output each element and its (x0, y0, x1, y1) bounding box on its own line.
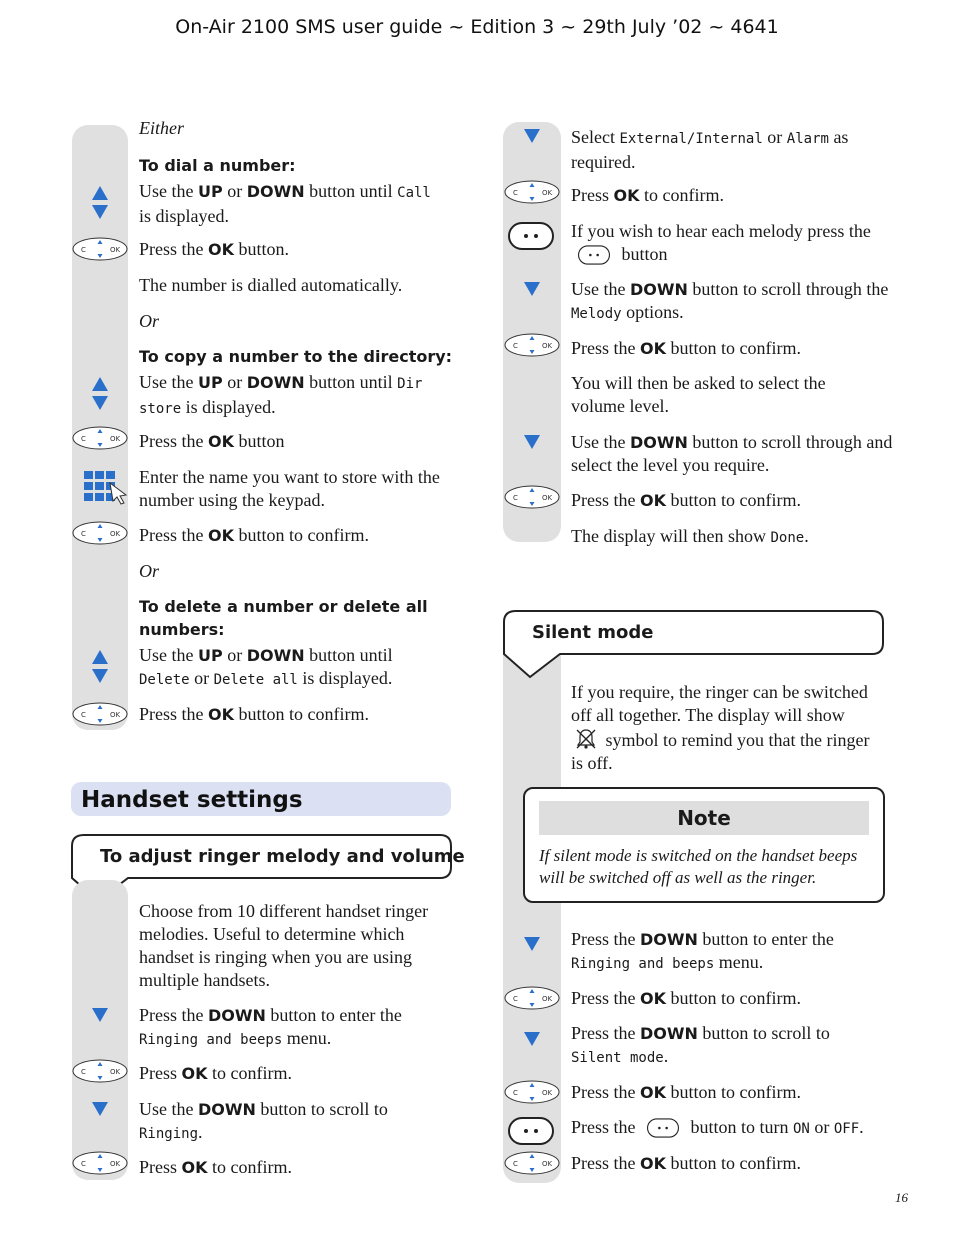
dial-heading: To dial a number: (139, 156, 296, 175)
handset-settings-title: Handset settings (81, 787, 303, 813)
copy-heading: To copy a number to the directory: (139, 347, 453, 366)
enter-name-text: Enter the name you want to store with the number using the keypad. (139, 467, 440, 510)
delete-heading: To delete a number or delete all numbers: (139, 597, 428, 639)
down-arrow-icon (523, 1031, 541, 1047)
ok-button-icon (504, 1080, 560, 1104)
up-arrow-icon (91, 185, 109, 201)
ok-button-icon (72, 237, 128, 261)
silent-step-4: Press the OK button to confirm. (571, 1082, 801, 1102)
either-label: Either (139, 118, 184, 138)
dial-step-2: Press the OK button. (139, 239, 290, 259)
ringer-step-2: Press OK to confirm. (139, 1063, 292, 1083)
delete-step-1: Use the UP or DOWN button until Delete or Delete all is displayed. (139, 645, 393, 688)
page-header: On-Air 2100 SMS user guide ~ Edition 3 ~ 29th July ’02 ~ 4641 (175, 16, 779, 38)
ok-button-icon (504, 986, 560, 1010)
confirm-melody-step: Press the OK button to confirm. (571, 338, 801, 358)
note-text: If silent mode is switched on the handset beeps will be switched off as well as the ringer. (539, 846, 858, 887)
silent-bell-icon (574, 727, 598, 751)
scroll-level-step: Use the DOWN button to scroll through and select the level you require. (571, 432, 893, 475)
silent-heading-box (502, 609, 886, 681)
ok-button-icon (504, 333, 560, 357)
ok-button-icon (504, 1151, 560, 1175)
ok-button-icon (504, 180, 560, 204)
silent-step-5: Press the button to turn ON or OFF. (571, 1117, 864, 1137)
down-arrow-icon (523, 936, 541, 952)
down-arrow-icon (523, 281, 541, 297)
or-label: Or (139, 311, 160, 331)
page-number: 16 (895, 1190, 908, 1205)
down-arrow-icon (523, 434, 541, 450)
menu-button-icon (507, 220, 555, 252)
silent-step-6: Press the OK button to confirm. (571, 1153, 801, 1173)
down-arrow-icon (91, 1007, 109, 1023)
ringer-step-3: Use the DOWN button to scroll to Ringing. (139, 1099, 388, 1142)
silent-intro: If you require, the ringer can be switched off all together. The display will show symbol to remind you that the ringer is off. (571, 682, 870, 773)
ringer-heading: To adjust ringer melody and volume (100, 846, 465, 867)
ok-button-icon (72, 1059, 128, 1083)
dial-auto-text: The number is dialled automatically. (139, 275, 403, 295)
ok-button-icon (504, 485, 560, 509)
note-box (523, 787, 885, 903)
copy-step-2: Press the OK button (139, 431, 285, 451)
silent-step-2: Press the OK button to confirm. (571, 988, 801, 1008)
delete-step-2: Press the OK button to confirm. (139, 704, 369, 724)
ringer-step-4: Press OK to confirm. (139, 1157, 292, 1177)
down-arrow-icon (91, 204, 109, 220)
copy-step-1: Use the UP or DOWN button until Dir store is displayed. (139, 372, 423, 417)
volume-ask-text: You will then be asked to select the volume level. (571, 373, 826, 416)
note-title: Note (539, 801, 869, 835)
or-label: Or (139, 561, 160, 581)
down-arrow-icon (523, 128, 541, 144)
icon-rail-ringer (72, 880, 128, 1180)
silent-heading: Silent mode (532, 622, 654, 643)
up-arrow-icon (91, 649, 109, 665)
down-arrow-icon (91, 668, 109, 684)
confirm-level-step: Press the OK button to confirm. (571, 490, 801, 510)
scroll-melody-step: Use the DOWN button to scroll through the Melody options. (571, 279, 889, 322)
hear-melody-step: If you wish to hear each melody press the button (571, 221, 871, 264)
menu-button-icon (507, 1115, 555, 1147)
dial-step-1: Use the UP or DOWN button until Call is displayed. (139, 181, 431, 226)
ringer-step-1: Press the DOWN button to enter the Ringing and beeps menu. (139, 1005, 402, 1048)
ringer-intro: Choose from 10 different handset ringer melodies. Useful to determine which handset is ringing when you are using multiple handsets. (139, 901, 429, 990)
silent-step-3: Press the DOWN button to scroll to Silent mode. (571, 1023, 830, 1066)
silent-step-1: Press the DOWN button to enter the Ringing and beeps menu. (571, 929, 834, 972)
copy-step-3: Press the OK button to confirm. (139, 525, 369, 545)
keypad-icon (82, 469, 130, 505)
menu-button-icon (646, 1118, 680, 1138)
display-done-text: The display will then show Done. (571, 526, 809, 546)
menu-button-icon (577, 245, 611, 265)
up-arrow-icon (91, 376, 109, 392)
ok-button-icon (72, 426, 128, 450)
confirm-step: Press OK to confirm. (571, 185, 724, 205)
select-step: Select External/Internal or Alarm as required. (571, 127, 849, 172)
down-arrow-icon (91, 395, 109, 411)
ok-button-icon (72, 702, 128, 726)
ok-button-icon (72, 1151, 128, 1175)
down-arrow-icon (91, 1101, 109, 1117)
ok-button-icon (72, 521, 128, 545)
